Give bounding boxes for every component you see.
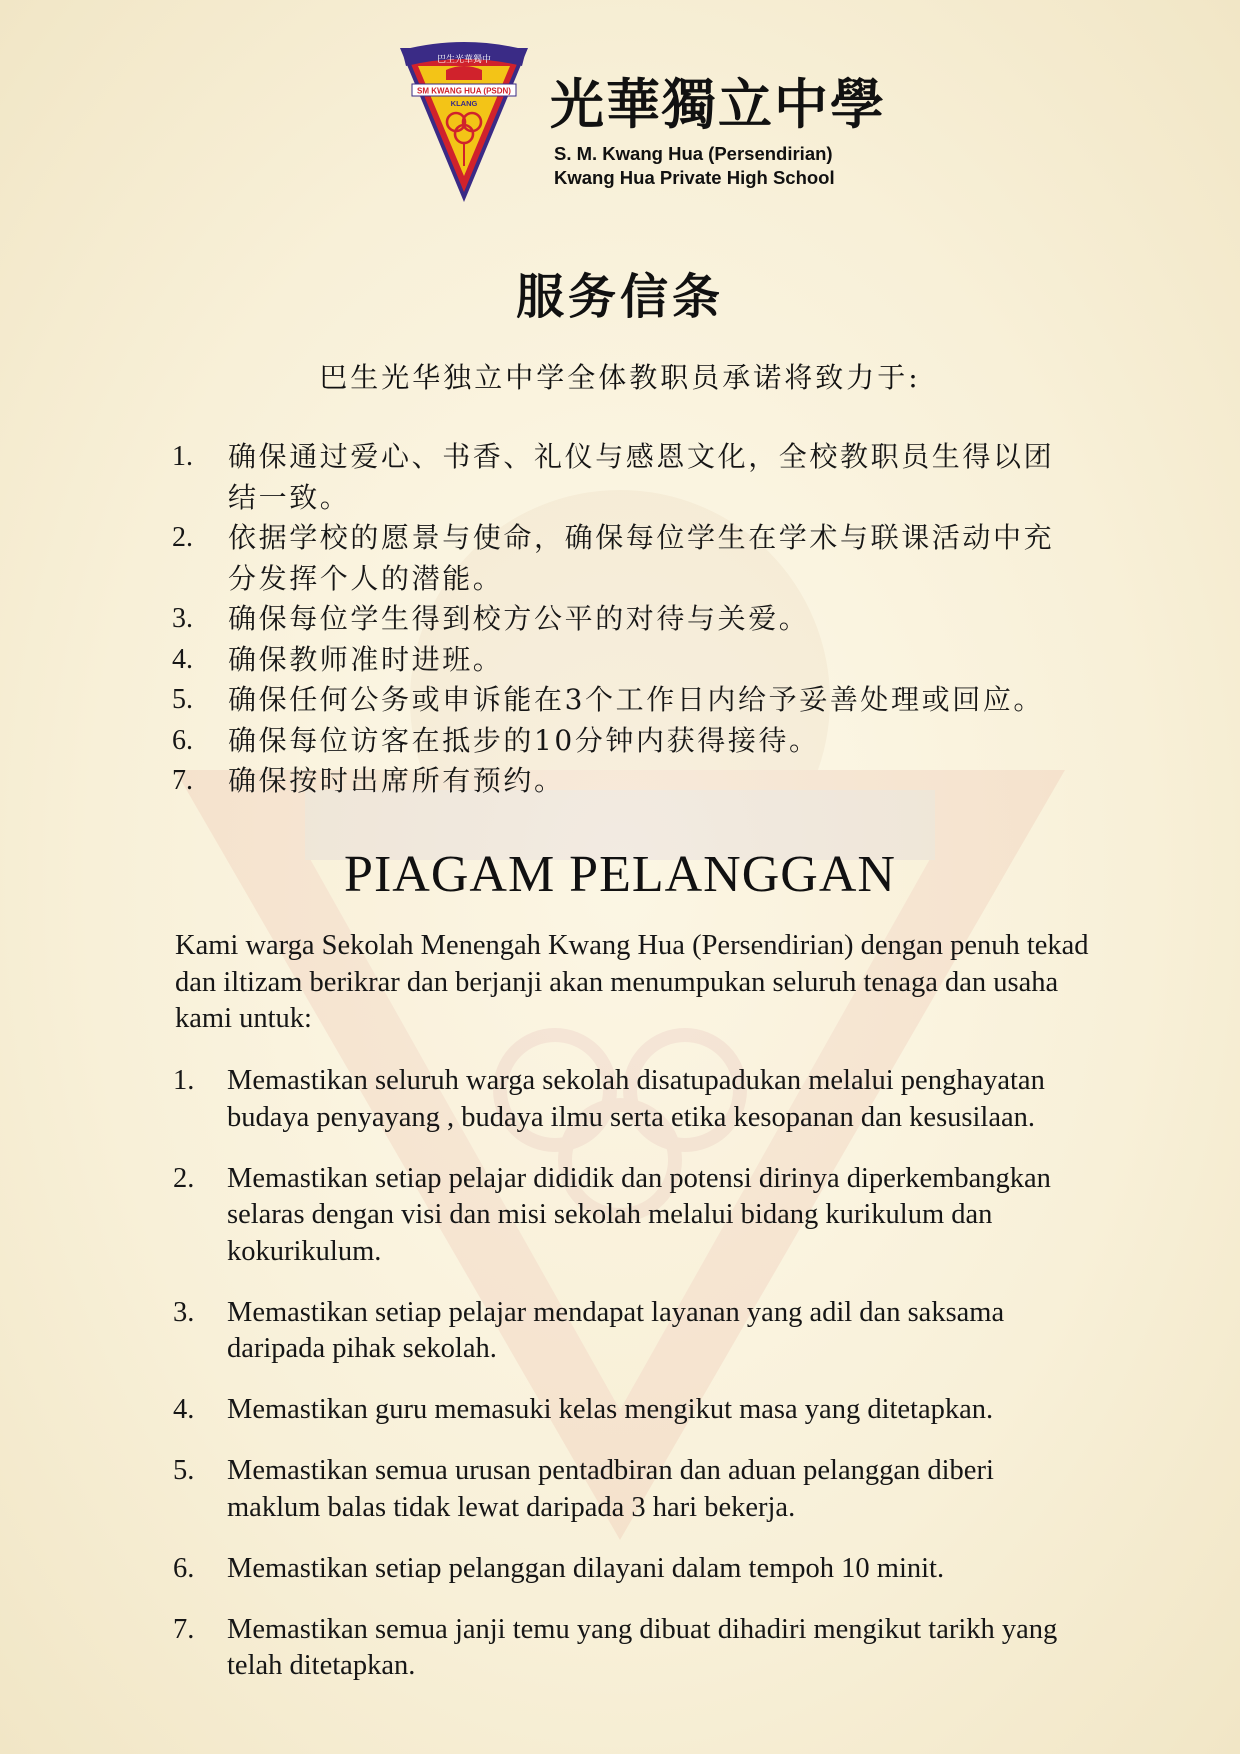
- malay-section-title: PIAGAM PELANGGAN: [344, 846, 896, 903]
- school-name-malay: S. M. Kwang Hua (Persendirian): [554, 143, 833, 164]
- malay-charter-item-number: 5.: [173, 1455, 195, 1486]
- logo-city-text: KLANG: [450, 99, 478, 108]
- malay-charter-item-number: 1.: [173, 1065, 195, 1096]
- malay-charter-item-number: 4.: [173, 1394, 195, 1425]
- logo-top-text: 巴生光華獨中: [436, 55, 492, 65]
- chinese-pledge-item-number: 6.: [172, 724, 193, 756]
- chinese-pledge-item-number: 4.: [172, 643, 193, 675]
- school-name-chinese: 光華獨立中學: [550, 72, 886, 136]
- chinese-pledge-list-item: [172, 518, 1082, 599]
- malay-charter-list-item: [173, 1392, 1093, 1429]
- malay-charter-item-number: 2.: [173, 1162, 195, 1194]
- malay-charter-item-text: Memastikan semua janji temu yang dibuat dihadiri mengikut tarikh yang telah ditetapkan.: [227, 1613, 1058, 1681]
- malay-charter-list-item: [173, 1161, 1093, 1271]
- malay-charter-item-number: 3.: [173, 1296, 195, 1328]
- malay-charter-item-text: Memastikan seluruh warga sekolah disatupadukan melalui penghayatan budaya penyayang , budaya ilmu serta etika kesopanan dan kesusilaan.: [227, 1065, 1045, 1133]
- malay-charter-item-text: Memastikan setiap pelajar dididik dan potensi dirinya diperkembangkan selaras dengan visi dan misi sekolah melalui bidang kurikulum dan kokurikulum.: [227, 1162, 1051, 1267]
- malay-charter-item-text: Memastikan setiap pelanggan dilayani dalam tempoh 10 minit.: [227, 1552, 945, 1584]
- malay-charter-item-text: Memastikan setiap pelajar mendapat layanan yang adil dan saksama daripada pihak sekolah.: [227, 1296, 1005, 1364]
- chinese-pledge-item-number: 5.: [172, 684, 193, 715]
- chinese-pledge-item-number: 1.: [172, 441, 193, 472]
- school-crest-logo: [398, 40, 530, 205]
- chinese-pledge-item-text: 确保任何公务或申诉能在3个工作日内给予妥善处理或回应。: [228, 683, 1045, 716]
- malay-charter-list-item: [173, 1612, 1093, 1685]
- chinese-pledge-list-item: [172, 680, 1082, 721]
- malay-charter-item-text: Memastikan semua urusan pentadbiran dan aduan pelanggan diberi maklum balas tidak lewat daripada 3 hari bekerja.: [227, 1455, 994, 1523]
- chinese-pledge-item-text: 确保每位访客在抵步的10分钟内获得接待。: [228, 723, 820, 757]
- malay-charter-item-number: 7.: [173, 1613, 195, 1645]
- chinese-pledge-item-number: 3.: [172, 603, 193, 634]
- chinese-pledge-item-text: 确保每位学生得到校方公平的对待与关爱。: [228, 602, 810, 635]
- logo-banner-text: SM KWANG HUA (PSDN): [417, 86, 511, 96]
- chinese-section-title: 服务信条: [515, 269, 724, 325]
- malay-charter-list: [173, 1063, 1093, 1709]
- chinese-pledge-list-item: [172, 721, 1082, 762]
- chinese-pledge-item-text: 依据学校的愿景与使命，确保每位学生在学术与联课活动中充分发挥个人的潜能。: [228, 521, 1055, 595]
- malay-intro: Kami warga Sekolah Menengah Kwang Hua (Persendirian) dengan penuh tekad dan iltizam berikrar dan berjanji akan menumpukan seluruh tenaga dan usaha kami untuk:: [175, 930, 1089, 1034]
- chinese-pledge-item-text: 确保按时出席所有预约。: [228, 764, 565, 797]
- malay-charter-list-item: [173, 1295, 1093, 1368]
- chinese-pledge-item-number: 7.: [172, 765, 193, 796]
- school-header: [398, 40, 886, 210]
- malay-charter-item-text: Memastikan guru memasuki kelas mengikut masa yang ditetapkan.: [227, 1394, 994, 1425]
- chinese-pledge-item-text: 确保通过爱心、书香、礼仪与感恩文化，全校教职员生得以团结一致。: [228, 440, 1055, 514]
- chinese-pledge-list: [172, 437, 1082, 802]
- chinese-pledge-list-item: [172, 437, 1082, 518]
- school-name-english: Kwang Hua Private High School: [554, 167, 835, 188]
- malay-charter-list-item: [173, 1453, 1093, 1526]
- chinese-pledge-list-item: [172, 599, 1082, 640]
- school-name-malay-english: [554, 142, 835, 190]
- chinese-pledge-item-text: 确保教师准时进班。: [228, 642, 504, 676]
- malay-charter-item-number: 6.: [173, 1552, 195, 1584]
- malay-charter-list-item: [173, 1063, 1093, 1136]
- chinese-pledge-list-item: [172, 761, 1082, 802]
- malay-charter-list-item: [173, 1551, 1093, 1588]
- chinese-pledge-item-number: 2.: [172, 522, 193, 553]
- chinese-pledge-list-item: [172, 640, 1082, 681]
- chinese-intro: 巴生光华独立中学全体教职员承诺将致力于:: [319, 361, 921, 394]
